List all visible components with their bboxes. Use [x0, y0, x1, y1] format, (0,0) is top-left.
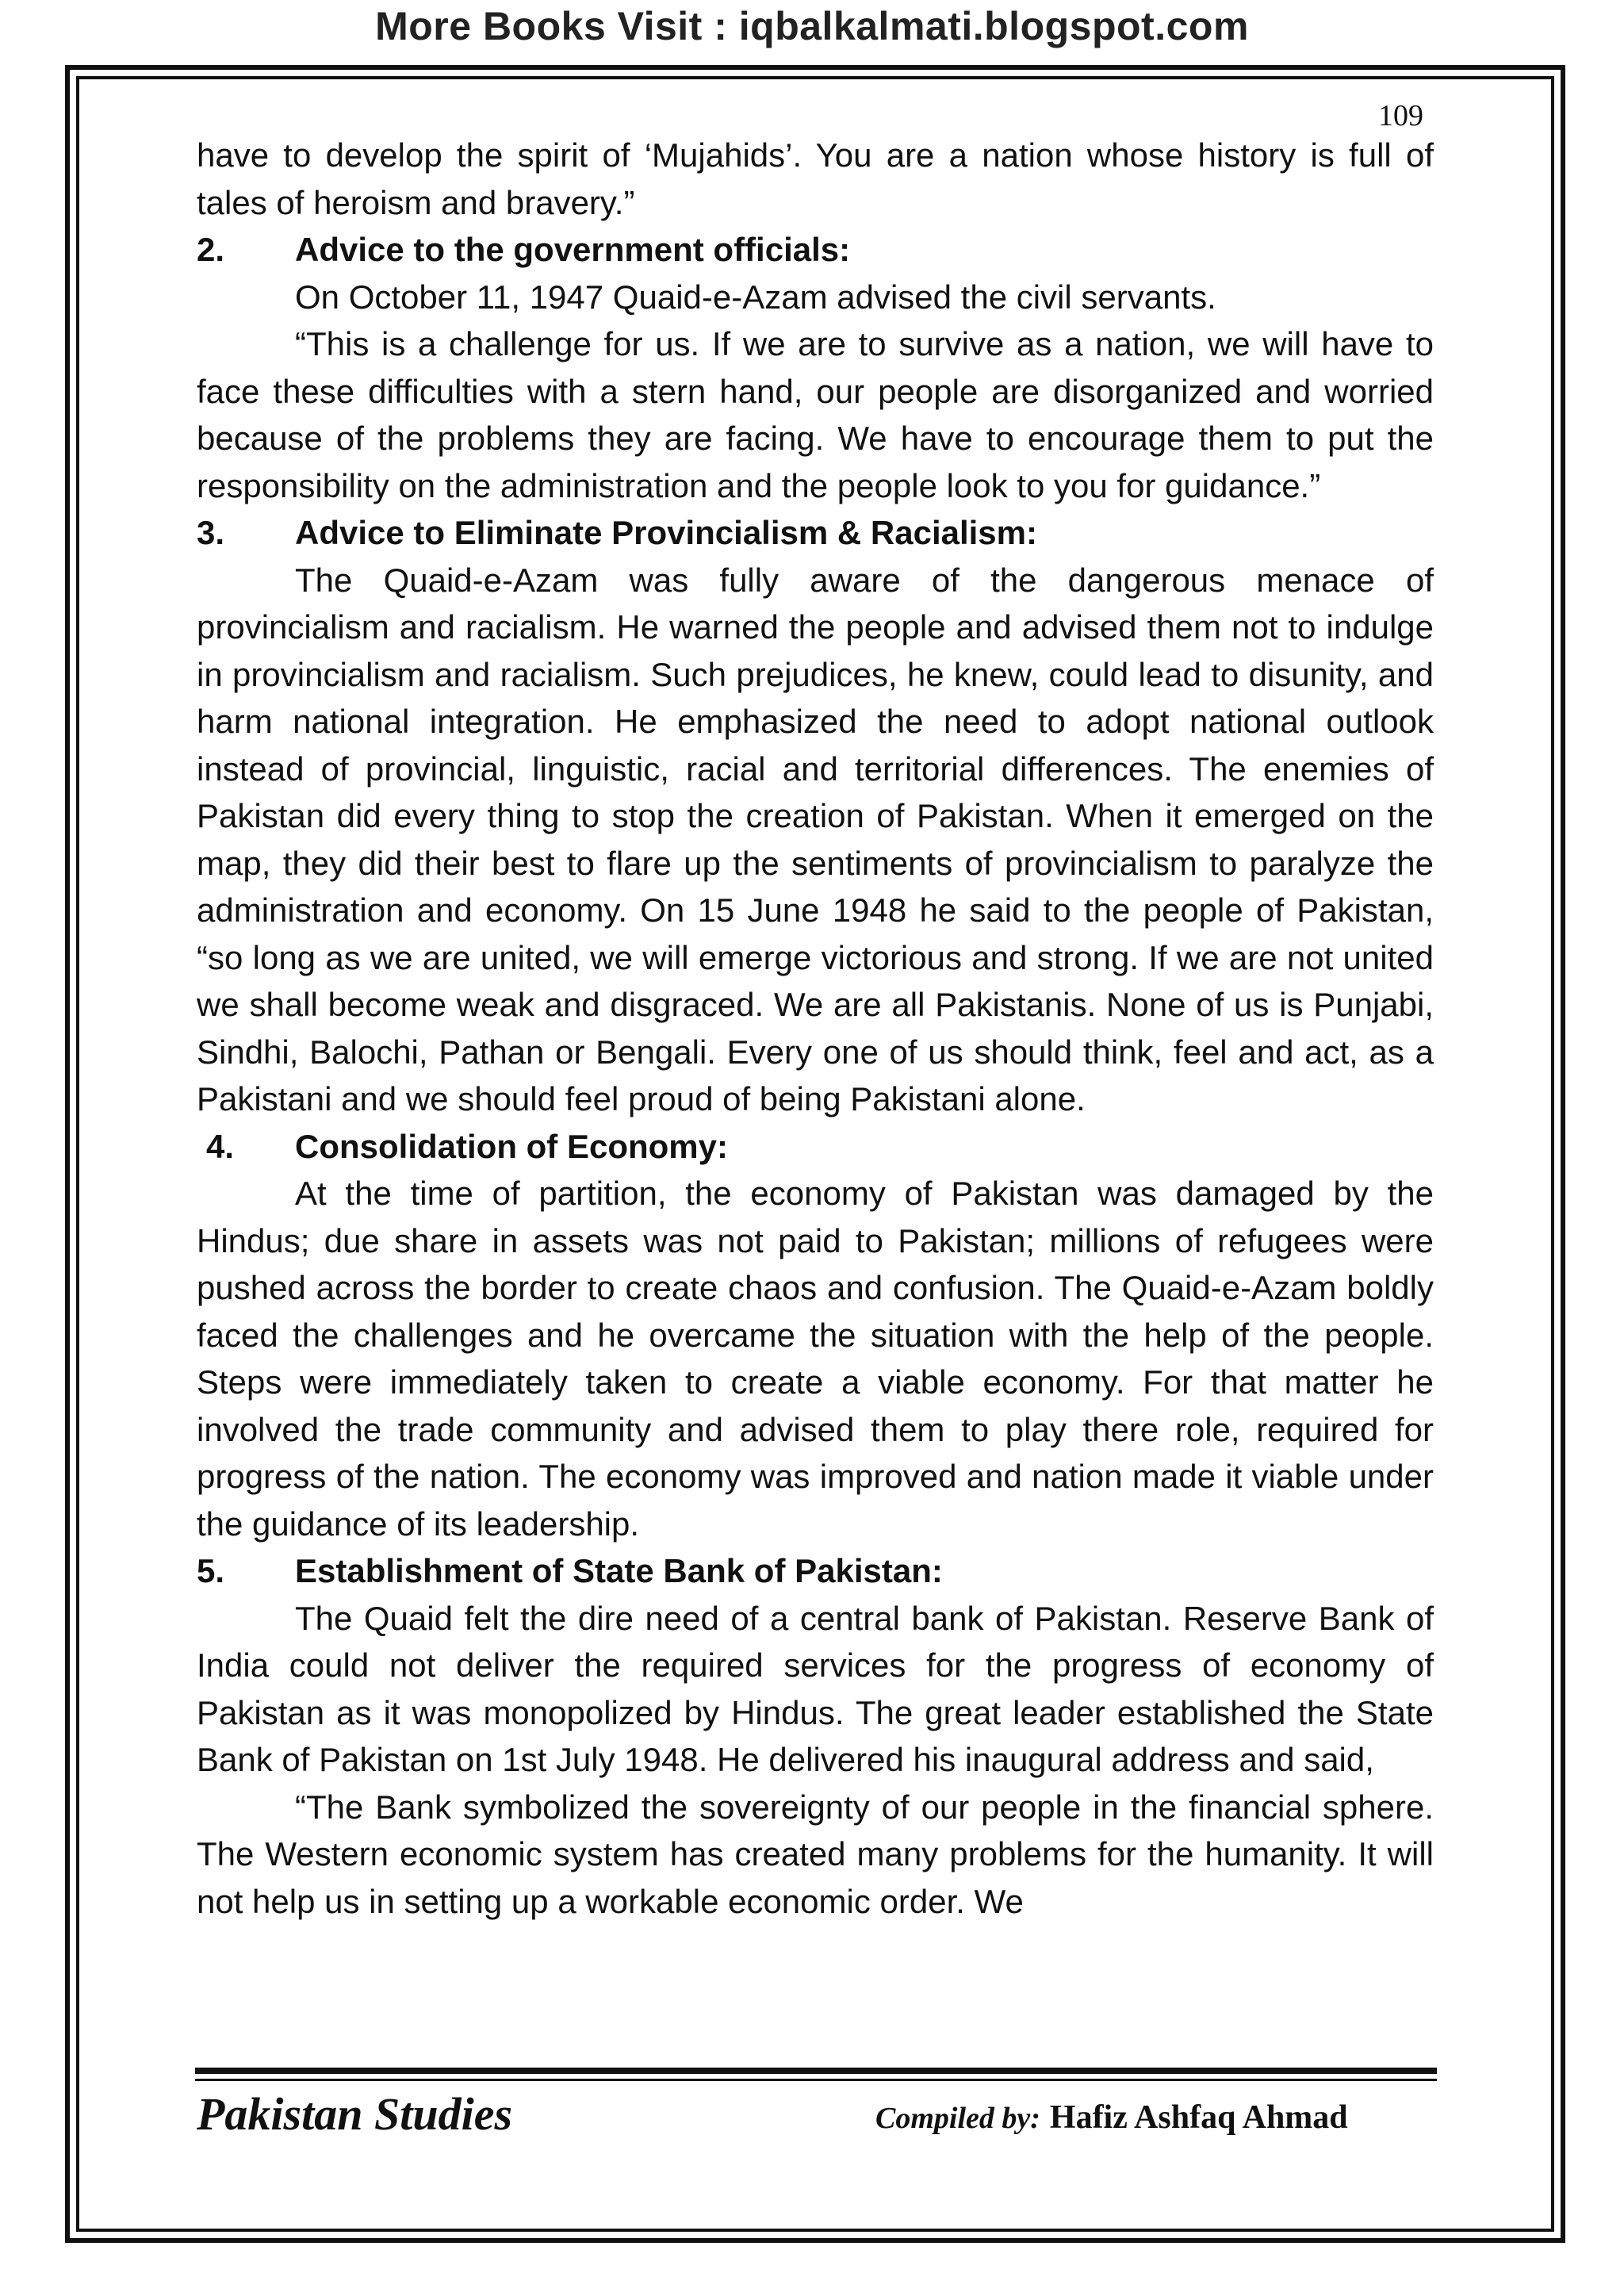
section-number: 3.: [197, 514, 225, 551]
book-title: Pakistan Studies: [197, 2088, 513, 2140]
compiler-credit: [875, 2099, 1348, 2137]
footer-rule-thin: [195, 2079, 1437, 2081]
paragraph: On October 11, 1947 Quaid-e-Azam advised the civil servants.: [295, 278, 1216, 316]
quote-paragraph: “This is a challenge for us. If we are to survive as a nation, we will have to face these difficulties with a stern hand, our people are disorganized and worried because of the problems they are facing. We have to encourage them to put the responsibility on the administration and the people look to you for guidance.”: [197, 325, 1434, 504]
paragraph: At the time of partition, the economy of Pakistan was damaged by the Hindus; due share in assets was not paid to Pakistan; millions of refugees were pushed across the border to create chaos and confusion. The Quaid-e-Azam boldly faced the challenges and he overcame the situation with the help of the people. Steps were immediately taken to create a viable economy. For that matter he involved the trade community and advised them to play there role, required for progress of the nation. The economy was improved and nation made it viable under the guidance of its leadership.: [197, 1175, 1434, 1543]
section-title: Establishment of State Bank of Pakistan:: [295, 1552, 943, 1589]
paragraph: The Quaid felt the dire need of a central bank of Pakistan. Reserve Bank of India could not deliver the required services for the progress of economy of Pakistan as it was monopolized by Hindus. The great leader established the State Bank of Pakistan on 1st July 1948. He delivered his inaugural address and said,: [197, 1599, 1434, 1778]
section-heading-3: [197, 509, 1434, 557]
paragraph: The Quaid-e-Azam was fully aware of the dangerous menace of provincialism and racialism. He warned the people and advised them not to indulge in provincialism and racialism. Such prejudices, he knew, could lead to disunity, and harm national integration. He emphasized the need to adopt national outlook instead of provincial, linguistic, racial and territorial differences. The enemies of Pakistan did every thing to stop the creation of Pakistan. When it emerged on the map, they did their best to flare up the sentiments of provincialism to paralyze the administration and economy. On 15 June 1948 he said to the people of Pakistan, “so long as we are united, we will emerge victorious and strong. If we are not united we shall become weak and disgraced. We are all Pakistanis. None of us is Punjabi, Sindhi, Balochi, Pathan or Bengali. Every one of us should think, feel and act, as a Pakistani and we should feel proud of being Pakistani alone.: [197, 561, 1434, 1117]
footer-rule-thick: [195, 2068, 1437, 2074]
author-name: Hafiz Ashfaq Ahmad: [1049, 2099, 1348, 2136]
page-body: [197, 132, 1434, 1925]
compiled-by-label: Compiled by:: [875, 2102, 1040, 2135]
section-heading-5: [197, 1547, 1434, 1595]
section-number: 4.: [206, 1127, 235, 1165]
section-heading-4: [197, 1123, 1434, 1171]
page-number: 109: [1378, 99, 1423, 132]
paragraph-continuation: have to develop the spirit of ‘Mujahids’. You are a nation whose history is full of tales of heroism and bravery.”: [197, 136, 1434, 221]
section-number: 5.: [197, 1552, 225, 1589]
section-number: 2.: [197, 231, 225, 268]
section-title: Consolidation of Economy:: [295, 1127, 728, 1165]
section-heading-2: [197, 226, 1434, 274]
section-title: Advice to the government officials:: [295, 231, 851, 268]
section-title: Advice to Eliminate Provincialism & Racialism:: [295, 514, 1037, 551]
watermark-header: More Books Visit : iqbalkalmati.blogspot.com: [375, 4, 1249, 48]
quote-paragraph: “The Bank symbolized the sovereignty of our people in the financial sphere. The Western economic system has created many problems for the humanity. It will not help us in setting up a workable economic order. We: [197, 1788, 1434, 1920]
